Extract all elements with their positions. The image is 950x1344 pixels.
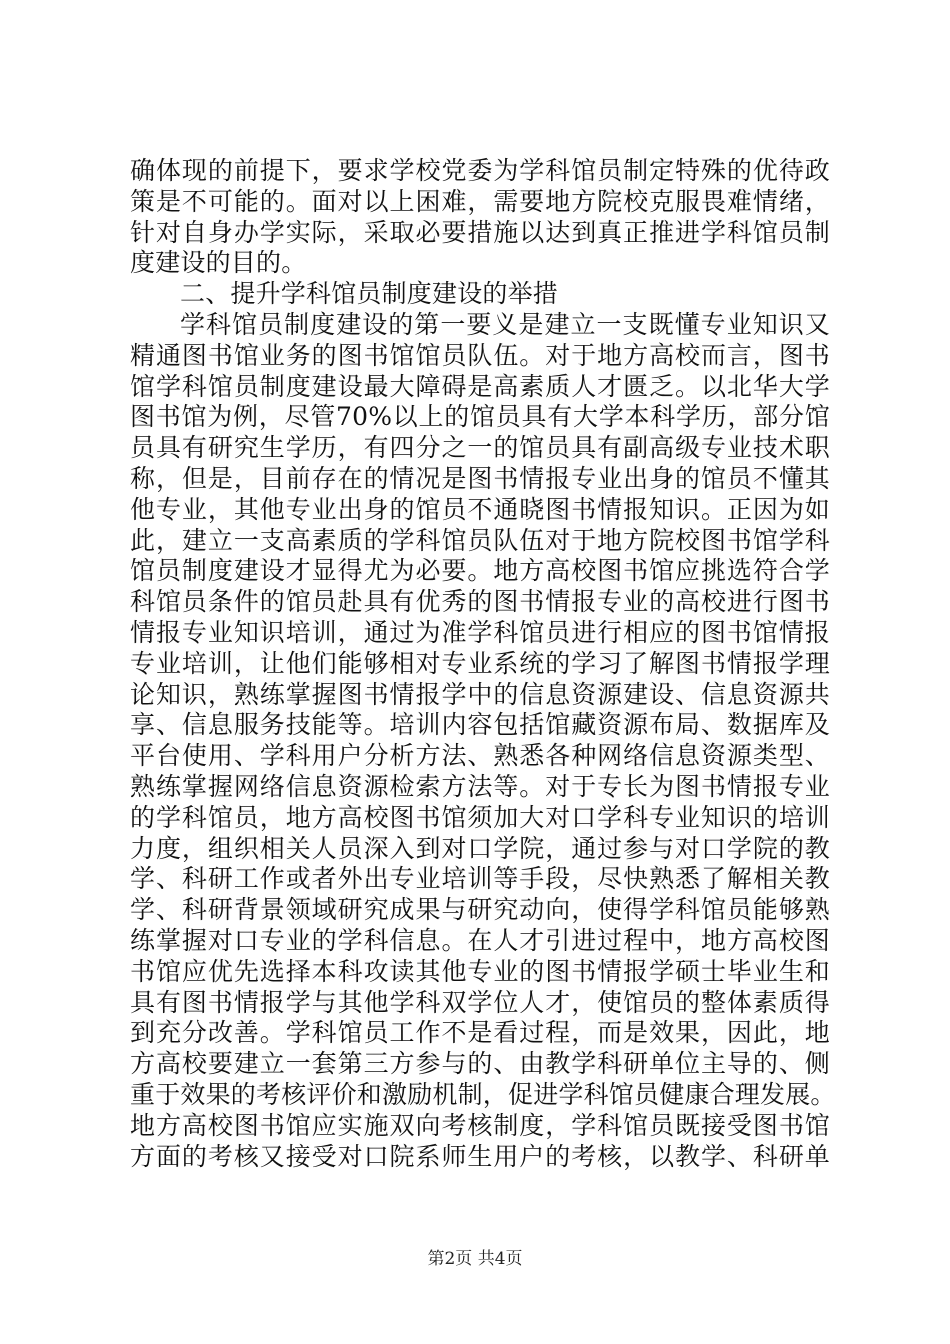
text-line: 他专业，其他专业出身的馆员不通晓图书情报知识。正因为如 [130,494,830,524]
text-line: 论知识，熟练掌握图书情报学中的信息资源建设、信息资源共 [130,679,830,709]
text-line: 的学科馆员，地方高校图书馆须加大对口学科专业知识的培训 [130,802,830,832]
text-line: 方面的考核又接受对口院系师生用户的考核，以教学、科研单 [130,1141,830,1171]
text-line: 熟练掌握网络信息资源检索方法等。对于专长为图书情报专业 [130,771,830,801]
text-line: 专业培训，让他们能够相对专业系统的学习了解图书情报学理 [130,648,830,678]
text-line: 地方高校图书馆应实施双向考核制度，学科馆员既接受图书馆 [130,1110,830,1140]
text-line: 确体现的前提下，要求学校党委为学科馆员制定特殊的优待政 [130,156,830,185]
text-line: 练掌握对口专业的学科信息。在人才引进过程中，地方高校图 [130,925,830,955]
text-line: 学、科研工作或者外出专业培训等手段，尽快熟悉了解相关教 [130,864,830,894]
paragraph-first-line: 学科馆员制度建设的第一要义是建立一支既懂专业知识又 [180,309,830,339]
text-line: 到充分改善。学科馆员工作不是看过程，而是效果，因此，地 [130,1018,830,1048]
text-line: 享、信息服务技能等。培训内容包括馆藏资源布局、数据库及 [130,710,830,740]
page-number-footer: 第2页 共4页 [427,1249,523,1269]
body-text [130,156,836,1172]
text-line: 度建设的目的。 [130,248,307,278]
text-line: 科馆员条件的馆员赴具有优秀的图书情报专业的高校进行图书 [130,587,830,617]
text-line: 情报专业知识培训，通过为准学科馆员进行相应的图书馆情报 [130,617,830,647]
section-heading: 二、提升学科馆员制度建设的举措 [180,279,559,309]
text-line: 策是不可能的。面对以上困难，需要地方院校克服畏难情绪， [130,186,830,216]
text-line: 平台使用、学科用户分析方法、熟悉各种网络信息资源类型、 [130,741,830,771]
text-line: 力度，组织相关人员深入到对口学院，通过参与对口学院的教 [130,833,830,863]
text-line: 重于效果的考核评价和激励机制，促进学科馆员健康合理发展。 [130,1079,836,1109]
text-line: 馆学科馆员制度建设最大障碍是高素质人才匮乏。以北华大学 [130,371,830,401]
text-line: 具有图书情报学与其他学科双学位人才，使馆员的整体素质得 [130,987,830,1017]
text-line: 馆员制度建设才显得尤为必要。地方高校图书馆应挑选符合学 [130,556,830,586]
text-line: 书馆应优先选择本科攻读其他专业的图书情报学硕士毕业生和 [130,956,830,986]
text-line: 员具有研究生学历，有四分之一的馆员具有副高级专业技术职 [130,433,830,463]
text-line: 针对自身办学实际，采取必要措施以达到真正推进学科馆员制 [130,217,830,247]
text-line: 方高校要建立一套第三方参与的、由教学科研单位主导的、侧 [130,1049,830,1079]
text-line: 此，建立一支高素质的学科馆员队伍对于地方院校图书馆学科 [130,525,830,555]
text-line: 精通图书馆业务的图书馆馆员队伍。对于地方高校而言，图书 [130,340,830,370]
text-line: 学、科研背景领域研究成果与研究动向，使得学科馆员能够熟 [130,895,830,925]
text-line: 图书馆为例，尽管70%以上的馆员具有大学本科学历，部分馆 [130,402,830,432]
text-line: 称，但是，目前存在的情况是图书情报专业出身的馆员不懂其 [130,463,830,493]
